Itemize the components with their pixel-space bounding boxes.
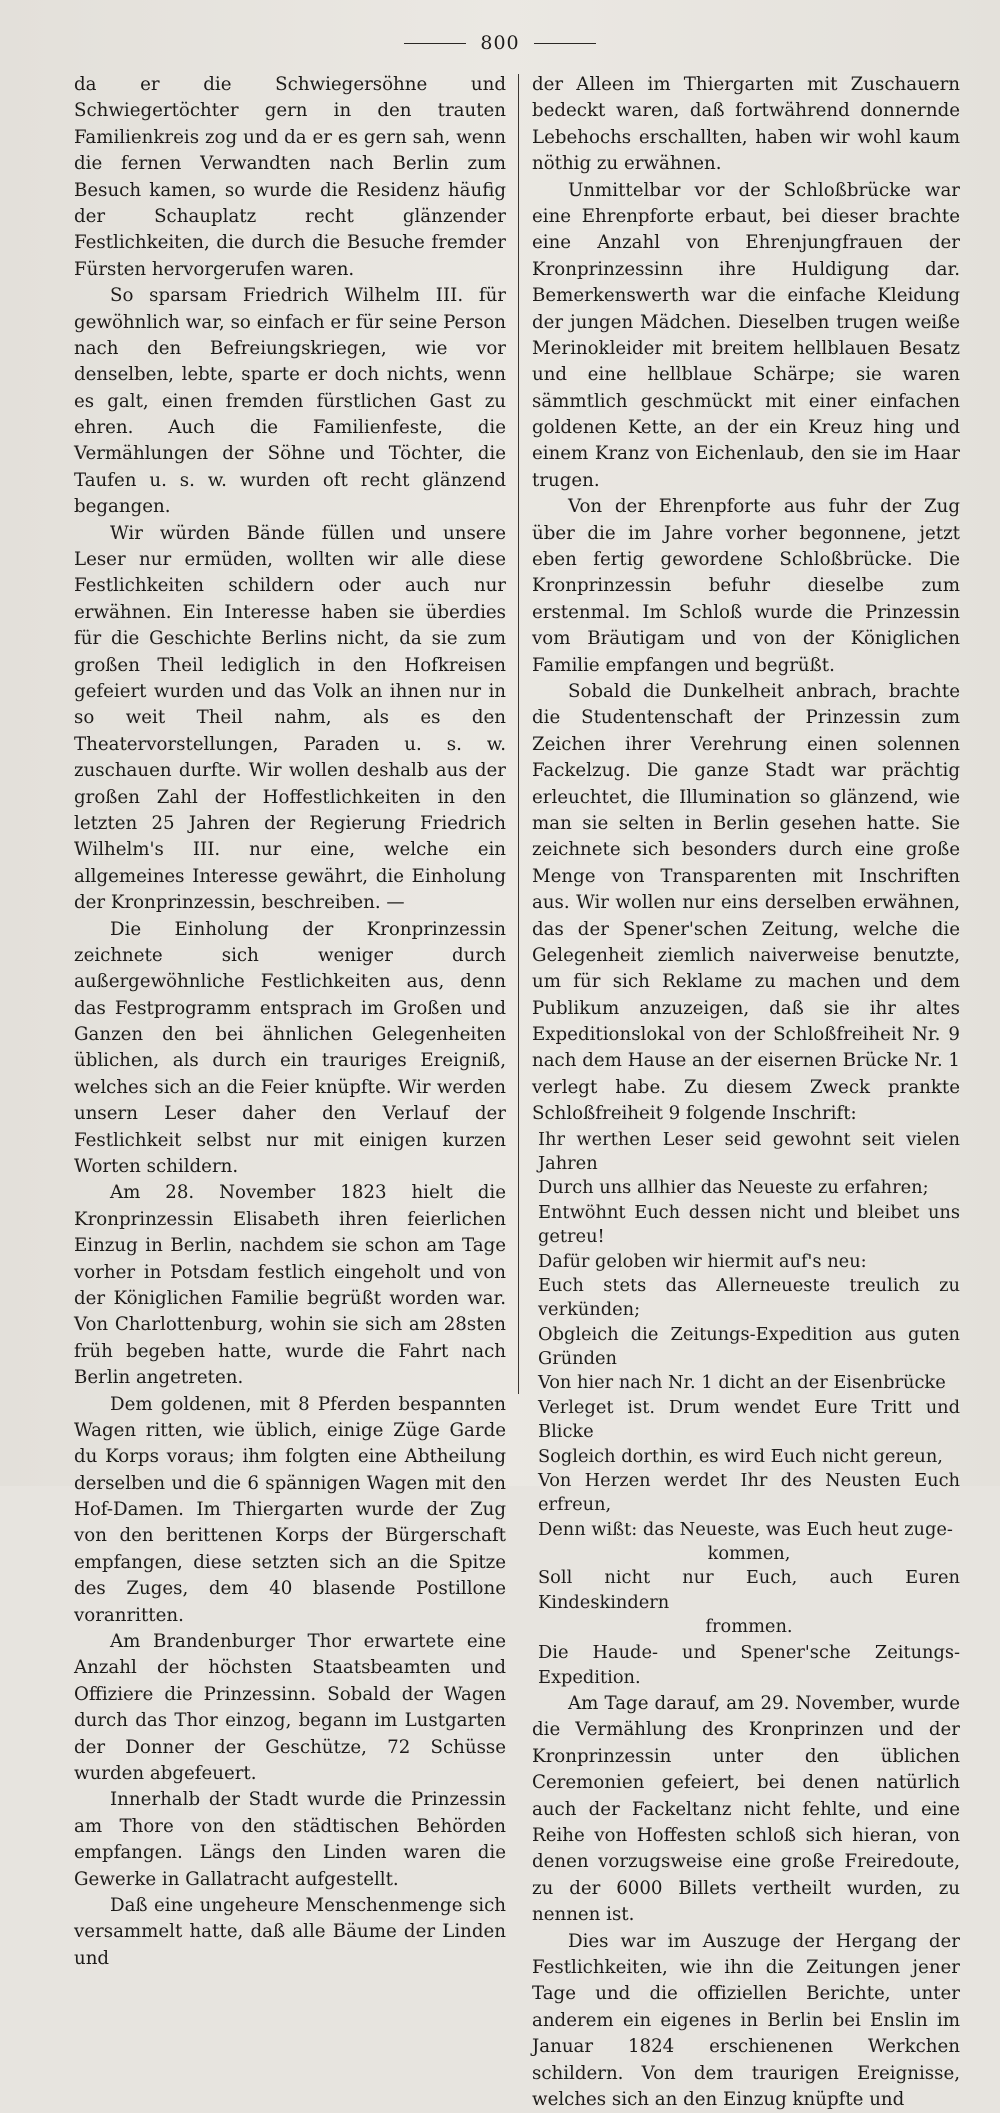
poem-line: Von hier nach Nr. 1 dicht an der Eisenbrücke bbox=[538, 1372, 946, 1394]
inscription-poem bbox=[532, 1128, 960, 1640]
paragraph: Innerhalb der Stadt wurde die Prinzessin am Thore von den städtischen Behörden empfangen. Längs den Linden waren die Gewerke in Gallatracht aufgestellt. bbox=[74, 1789, 506, 1890]
paragraph: da er die Schwiegersöhne und Schwiegertöchter gern in den trauten Familienkreis zog und da er es gern sah, wenn die fernen Verwandten nach Berlin zum Besuch kamen, so wurde die Residenz häufig der Schauplatz recht glänzender Festlichkeiten, die durch die Besuche fremder Fürsten hervorgerufen waren. bbox=[74, 74, 506, 280]
paragraph: Daß eine ungeheure Menschenmenge sich versammelt hatte, daß alle Bäume der Linden und bbox=[74, 1894, 506, 1969]
header-rule-right bbox=[534, 43, 596, 44]
paragraph: Sobald die Dunkelheit anbrach, brachte die Studentenschaft der Prinzessin zum Zeichen ihrer Verehrung einen solennen Fackelzug. Die ganze Stadt war prächtig erleuchtet, die Illumination so glänzend, wie man sie selten in Berlin gesehen hatte. Sie zeichnete sich besonders durch eine große Menge von Transparenten mit Inschriften aus. Wir wollen nur eins derselben erwähnen, das der Spener'schen Zeitung, welche die Gelegenheit ziemlich naiverweise benutzte, um für sich Reklame zu machen und dem Publikum anzuzeigen, daß sie ihr altes Expeditionslokal von der Schloßfreiheit Nr. 9 nach dem Hause an der eisernen Brücke Nr. 1 verlegt habe. Zu diesem Zweck prankte Schloßfreiheit 9 folgende Inschrift: bbox=[532, 680, 960, 1125]
paragraph: Am Brandenburger Thor erwartete eine Anzahl der höchsten Staatsbeamten und Offiziere die Prinzessinn. Sobald der Wagen durch das Thor einzog, begann im Lustgarten der Donner der Geschütze, 72 Schüsse wurden abgefeuert. bbox=[74, 1631, 506, 1784]
poem-line: Durch uns allhier das Neueste zu erfahren; bbox=[538, 1177, 929, 1199]
paragraph: Unmittelbar vor der Schloßbrücke war eine Ehrenpforte erbaut, bei dieser brachte eine Anzahl von Ehrenjungfrauen der Kronprinzessinn ihre Huldigung dar. Bemerkenswerth war die einfache Kleidung der jungen Mädchen. Dieselben trugen weiße Merinokleider mit breitem hellblauen Besatz und eine hellblaue Schärpe; sie waren sämmtlich geschmückt mit einer einfachen goldenen Kette, an der ein Kreuz hing und einem Kranz von Eichenlaub, den sie im Haar trugen. bbox=[532, 179, 960, 491]
poem-line: Obgleich die Zeitungs-Expedition aus guten Gründen bbox=[538, 1323, 960, 1369]
poem-line: Soll nicht nur Euch, auch Euren Kindeskindern bbox=[538, 1567, 960, 1613]
page-header bbox=[0, 30, 1000, 56]
poem-line: Sogleich dorthin, es wird Euch nicht gereun, bbox=[538, 1445, 943, 1467]
paragraph: Dem goldenen, mit 8 Pferden bespannten Wagen ritten, wie üblich, einige Züge Garde du Korps voraus; ihm folgten eine Abtheilung derselben und die 6 spännigen Wagen mit den Hof-Damen. Im Thiergarten wurde der Zug von den berittenen Korps der Bürgerschaft empfangen, diese setzten sich an die Spitze des Zuges, dem 40 blasende Postillone voranritten. bbox=[74, 1393, 506, 1626]
poem-line: Denn wißt: das Neueste, was Euch heut zuge- bbox=[538, 1518, 953, 1540]
paragraph: Die Einholung der Kronprinzessin zeichnete sich weniger durch außergewöhnliche Festlichkeiten aus, denn das Festprogramm entsprach im Großen und Ganzen den bei ähnlichen Gelegenheiten üblichen, als durch ein trauriges Ereigniß, welches sich an die Feier knüpfte. Wir werden unsern Leser daher den Verlauf der Festlichkeit selbst nur mit einigen kurzen Worten schildern. bbox=[74, 918, 506, 1178]
paragraph: der Alleen im Thiergarten mit Zuschauern bedeckt waren, daß fortwährend donnernde Lebehochs erschallten, haben wir wohl kaum nöthig zu erwähnen. bbox=[532, 74, 960, 175]
paragraph: Von der Ehrenpforte aus fuhr der Zug über die im Jahre vorher begonnene, jetzt eben fertig gewordene Schloßbrücke. Die Kronprinzessin befuhr dieselbe zum erstenmal. Im Schloß wurde die Prinzessin vom Bräutigam und von der Königlichen Familie empfangen und begrüßt. bbox=[532, 496, 960, 676]
header-rule-left bbox=[404, 43, 466, 44]
right-column bbox=[532, 72, 960, 2110]
left-column bbox=[74, 72, 506, 1969]
paragraph: Am Tage darauf, am 29. November, wurde die Vermählung des Kronprinzen und der Kronprinzessin unter den üblichen Ceremonien gefeiert, bei denen natürlich auch der Fackeltanz nicht fehlte, und eine Reihe von Hoffesten schloß sich hieran, von denen vorzugsweise eine große Freiredoute, zu der 6000 Billets vertheilt wurden, zu nennen ist. bbox=[532, 1693, 960, 1926]
poem-line: Euch stets das Allerneueste treulich zu verkünden; bbox=[538, 1274, 960, 1321]
poem-line: frommen. bbox=[705, 1616, 793, 1638]
poem-signature: Die Haude- und Spener'sche Zeitungs-Expedition. bbox=[538, 1641, 960, 1689]
poem-line: Ihr werthen Leser seid gewohnt seit vielen Jahren bbox=[538, 1128, 960, 1174]
poem-line: Verleget ist. Drum wendet Eure Tritt und Blicke bbox=[538, 1396, 960, 1443]
paragraph: So sparsam Friedrich Wilhelm III. für gewöhnlich war, so einfach er für seine Person nach den Befreiungskriegen, wie vor denselben, lebte, sparte er doch nichts, wenn es galt, einen fremden fürstlichen Gast zu ehren. Auch die Familienfeste, die Vermählungen der Söhne und Töchter, die Taufen u. s. w. wurden oft recht glänzend begangen. bbox=[74, 285, 506, 518]
poem-line: Entwöhnt Euch dessen nicht und bleibet uns getreu! bbox=[538, 1201, 960, 1248]
paragraph: Am 28. November 1823 hielt die Kronprinzessin Elisabeth ihren feierlichen Einzug in Berlin, nachdem sie schon am Tage vorher in Potsdam festlich eingeholt und von der Königlichen Familie begrüßt worden war. Von Charlottenburg, wohin sie sich am 28sten früh begeben hatte, wurde die Fahrt nach Berlin angetreten. bbox=[74, 1182, 506, 1389]
paragraph: Wir würden Bände füllen und unsere Leser nur ermüden, wollten wir alle diese Festlichkeiten schildern oder auch nur erwähnen. Ein Interesse haben sie überdies für die Geschichte Berlins nicht, da sie zum großen Theil lediglich in den Hofkreisen gefeiert wurden und das Volk an ihnen nur in so weit Theil nahm, als es den Theatervorstellungen, Paraden u. s. w. zuschauen durfte. Wir wollen deshalb aus der großen Zahl der Hoffestlichkeiten in den letzten 25 Jahren der Regierung Friedrich Wilhelm's III. nur eine, welche ein allgemeines Interesse gewährt, die Einholung der Kronprinzessin, beschreiben. — bbox=[74, 522, 506, 914]
paragraph: Dies war im Auszuge der Hergang der Festlichkeiten, wie ihn die Zeitungen jener Tage und die offiziellen Berichte, unter anderem ein eigenes in Berlin bei Enslin im Januar 1824 erschienenen Werkchen schildern. Von dem traurigen Ereignisse, welches sich an den Einzug knüpfte und bbox=[532, 1930, 960, 2110]
page-number: 800 bbox=[480, 32, 520, 54]
column-divider bbox=[518, 74, 519, 1394]
poem-line: kommen, bbox=[707, 1543, 791, 1564]
poem-line: Dafür geloben wir hiermit auf's neu: bbox=[538, 1250, 867, 1272]
poem-line: Von Herzen werdet Ihr des Neusten Euch erfreun, bbox=[538, 1469, 960, 1516]
